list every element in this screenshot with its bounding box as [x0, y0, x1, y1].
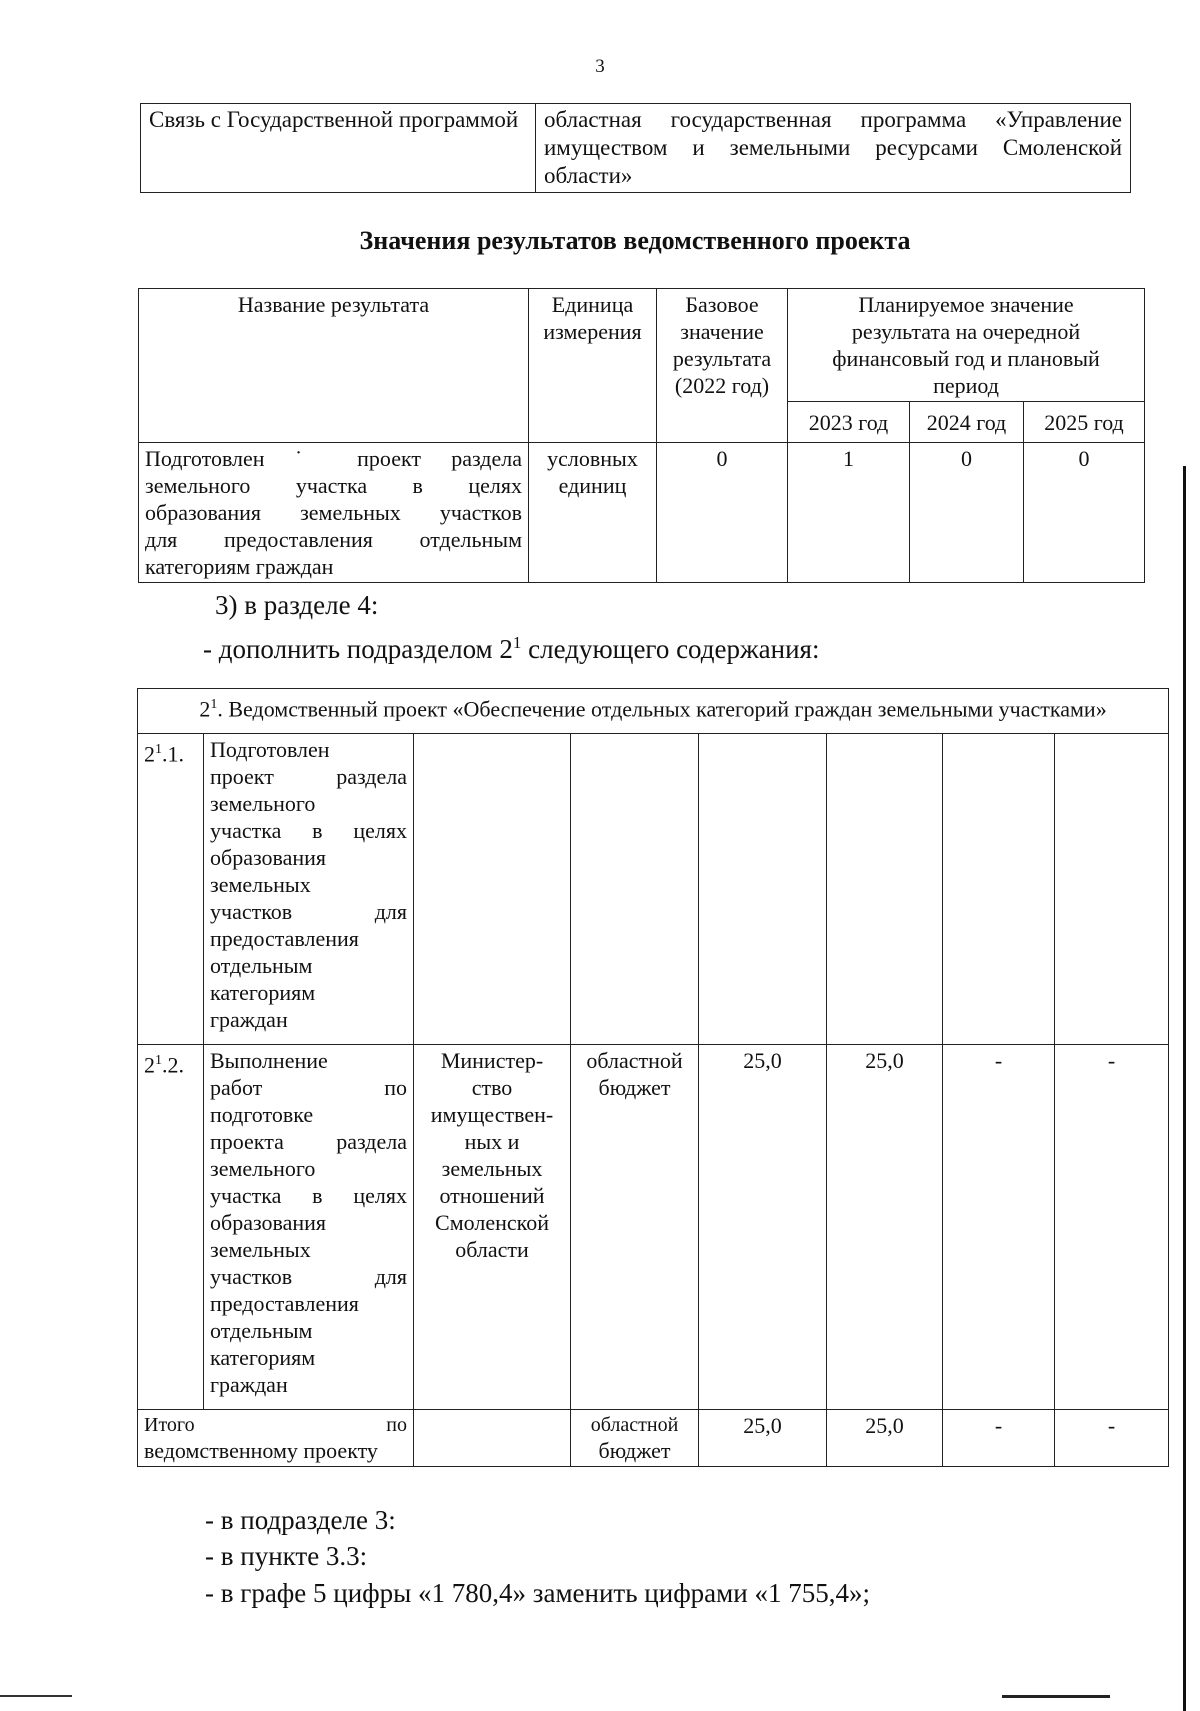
header-unit-line: Единица	[551, 292, 634, 317]
total-value-4: -	[1055, 1410, 1169, 1467]
row-name-line: работ по	[210, 1075, 407, 1100]
row-name-line: образования	[210, 1210, 327, 1235]
section-paragraph: 3) в разделе 4:	[215, 590, 379, 620]
program-link-row	[141, 104, 1131, 193]
tail-line: - в графе 5 цифры «1 780,4» заменить цифрами «1 755,4»;	[205, 1578, 870, 1608]
row-name-line: земельного	[210, 791, 316, 816]
project-title-num: 2	[199, 696, 211, 722]
project-total-row	[138, 1410, 1169, 1467]
total-label-line: Итого по	[144, 1414, 407, 1436]
row-executor-line: Смоленской	[435, 1210, 549, 1235]
row-name-line: категориям	[210, 980, 316, 1005]
footer-rule-right	[1002, 1695, 1110, 1698]
add-sup: 1	[512, 633, 522, 652]
row-name	[204, 734, 414, 1045]
result-unit	[529, 443, 657, 583]
row-source-line: областной	[586, 1048, 683, 1073]
total-label	[138, 1410, 414, 1467]
row-number-sup: 1	[155, 1053, 162, 1068]
total-label-line: ведомственному проекту	[144, 1438, 378, 1463]
header-base-line: результата	[672, 346, 772, 371]
row-number-base: 2	[144, 1052, 155, 1078]
row-value-3: -	[943, 1045, 1055, 1410]
row-name-line: проект раздела	[210, 764, 407, 789]
row-name-line: земельных	[210, 872, 311, 897]
row-source	[571, 734, 699, 1045]
total-source-line: бюджет	[598, 1438, 671, 1463]
row-name-line: образования	[210, 845, 327, 870]
row-executor-line: области	[455, 1237, 529, 1262]
result-name-line: Подготовлен ˙ проект раздела	[145, 446, 522, 471]
row-value-1: 25,0	[699, 1045, 827, 1410]
row-value-4: -	[1055, 1045, 1169, 1410]
row-number-sup: 1	[155, 742, 162, 757]
header-base-line: значение	[680, 319, 764, 344]
row-number-rest: .1.	[162, 741, 184, 767]
row-name-line: подготовке	[210, 1102, 314, 1127]
row-number	[138, 734, 204, 1045]
result-name-line: для предоставления отдельным	[145, 527, 522, 552]
program-link-line: области»	[544, 163, 633, 188]
add-text-end: следующего содержания:	[521, 634, 820, 664]
program-link-value	[536, 104, 1131, 193]
row-executor-line: земельных	[441, 1156, 543, 1181]
project-title	[138, 689, 1169, 734]
row-name-line: земельного	[210, 1156, 316, 1181]
row-name-line: граждан	[210, 1372, 288, 1397]
row-executor-line: Министер-	[440, 1048, 544, 1073]
header-unit-line: измерения	[543, 319, 642, 344]
tail-line: - в пункте 3.3:	[205, 1541, 368, 1571]
row-value-2: 25,0	[827, 1045, 943, 1410]
result-2025: 0	[1024, 443, 1145, 583]
header-year-2023: 2023 год	[788, 402, 910, 443]
row-executor-line: ство	[471, 1075, 513, 1100]
scan-edge-line	[1183, 466, 1186, 1711]
program-link-line: областная государственная программа «Управление	[544, 107, 1122, 132]
row-name-line: предоставления	[210, 1291, 359, 1316]
row-name-line: Подготовлен	[210, 737, 330, 762]
header-planned-line: финансовый год и плановый	[832, 346, 1100, 371]
project-title-text: . Ведомственный проект «Обеспечение отдельных категорий граждан земельными участками»	[217, 696, 1107, 722]
result-2024: 0	[910, 443, 1024, 583]
footer-rule-left	[0, 1695, 72, 1697]
row-value	[943, 734, 1055, 1045]
result-name	[139, 443, 529, 583]
total-value-2: 25,0	[827, 1410, 943, 1467]
row-executor	[414, 1045, 571, 1410]
header-base-line: Базовое	[685, 292, 759, 317]
row-name-line: участков для	[210, 1264, 407, 1289]
row-value	[699, 734, 827, 1045]
row-executor-line: имуществен-	[430, 1102, 554, 1127]
row-name-line: участка в целях	[210, 1183, 407, 1208]
total-source	[571, 1410, 699, 1467]
tail-line: - в подразделе 3:	[205, 1505, 396, 1535]
header-planned-line: результата на очередной	[851, 319, 1081, 344]
result-name-line: земельного участка в целях	[145, 473, 522, 498]
header-base-line: (2022 год)	[674, 373, 770, 398]
row-number	[138, 1045, 204, 1410]
header-year-2025: 2025 год	[1024, 402, 1145, 443]
row-value	[1055, 734, 1169, 1045]
page-number: 3	[595, 56, 605, 77]
add-text: - дополнить подразделом 2	[203, 634, 513, 664]
row-value	[827, 734, 943, 1045]
total-value-3: -	[943, 1410, 1055, 1467]
row-name-line: участка в целях	[210, 818, 407, 843]
results-data-row	[139, 443, 1145, 583]
row-name-line: категориям	[210, 1345, 316, 1370]
header-result-name: Название результата	[139, 289, 529, 443]
results-heading: Значения результатов ведомственного проекта	[359, 226, 911, 255]
program-link-line: имуществом и земельными ресурсами Смоленской	[544, 135, 1122, 160]
header-planned-line: Планируемое значение	[858, 292, 1074, 317]
result-name-line: образования земельных участков	[145, 500, 522, 525]
row-number-rest: .2.	[162, 1052, 184, 1078]
total-executor	[414, 1410, 571, 1467]
row-source-line: бюджет	[598, 1075, 671, 1100]
result-name-line: категориям граждан	[145, 554, 334, 579]
row-name-line: предоставления	[210, 926, 359, 951]
row-name-line: земельных	[210, 1237, 311, 1262]
row-name-line: проекта раздела	[210, 1129, 407, 1154]
results-header-row	[139, 289, 1145, 402]
total-source-line: областной	[590, 1414, 679, 1436]
results-table	[138, 288, 1145, 583]
header-base-value	[657, 289, 788, 443]
program-link-label: Связь с Государственной программой	[141, 104, 536, 193]
header-planned	[788, 289, 1145, 402]
add-subsection-paragraph	[203, 627, 819, 665]
header-planned-line: период	[933, 373, 999, 398]
result-2023: 1	[788, 443, 910, 583]
result-unit-line: единиц	[558, 473, 627, 498]
header-year-2024: 2024 год	[910, 402, 1024, 443]
row-name-line: участков для	[210, 899, 407, 924]
row-executor-line: ных и	[464, 1129, 520, 1154]
project-title-sup: 1	[210, 697, 218, 712]
program-link-table	[140, 103, 1131, 193]
result-unit-line: условных	[547, 446, 638, 471]
row-number-base: 2	[144, 741, 155, 767]
row-name-line: Выполнение	[210, 1048, 328, 1073]
row-executor	[414, 734, 571, 1045]
total-value-1: 25,0	[699, 1410, 827, 1467]
project-row	[138, 1045, 1169, 1410]
row-name-line: отдельным	[210, 953, 313, 978]
project-row	[138, 734, 1169, 1045]
row-name	[204, 1045, 414, 1410]
row-name-line: отдельным	[210, 1318, 313, 1343]
header-unit	[529, 289, 657, 443]
project-table	[137, 688, 1169, 1467]
row-source	[571, 1045, 699, 1410]
result-base: 0	[657, 443, 788, 583]
row-executor-line: отношений	[439, 1183, 545, 1208]
row-name-line: граждан	[210, 1007, 288, 1032]
project-title-row	[138, 689, 1169, 734]
